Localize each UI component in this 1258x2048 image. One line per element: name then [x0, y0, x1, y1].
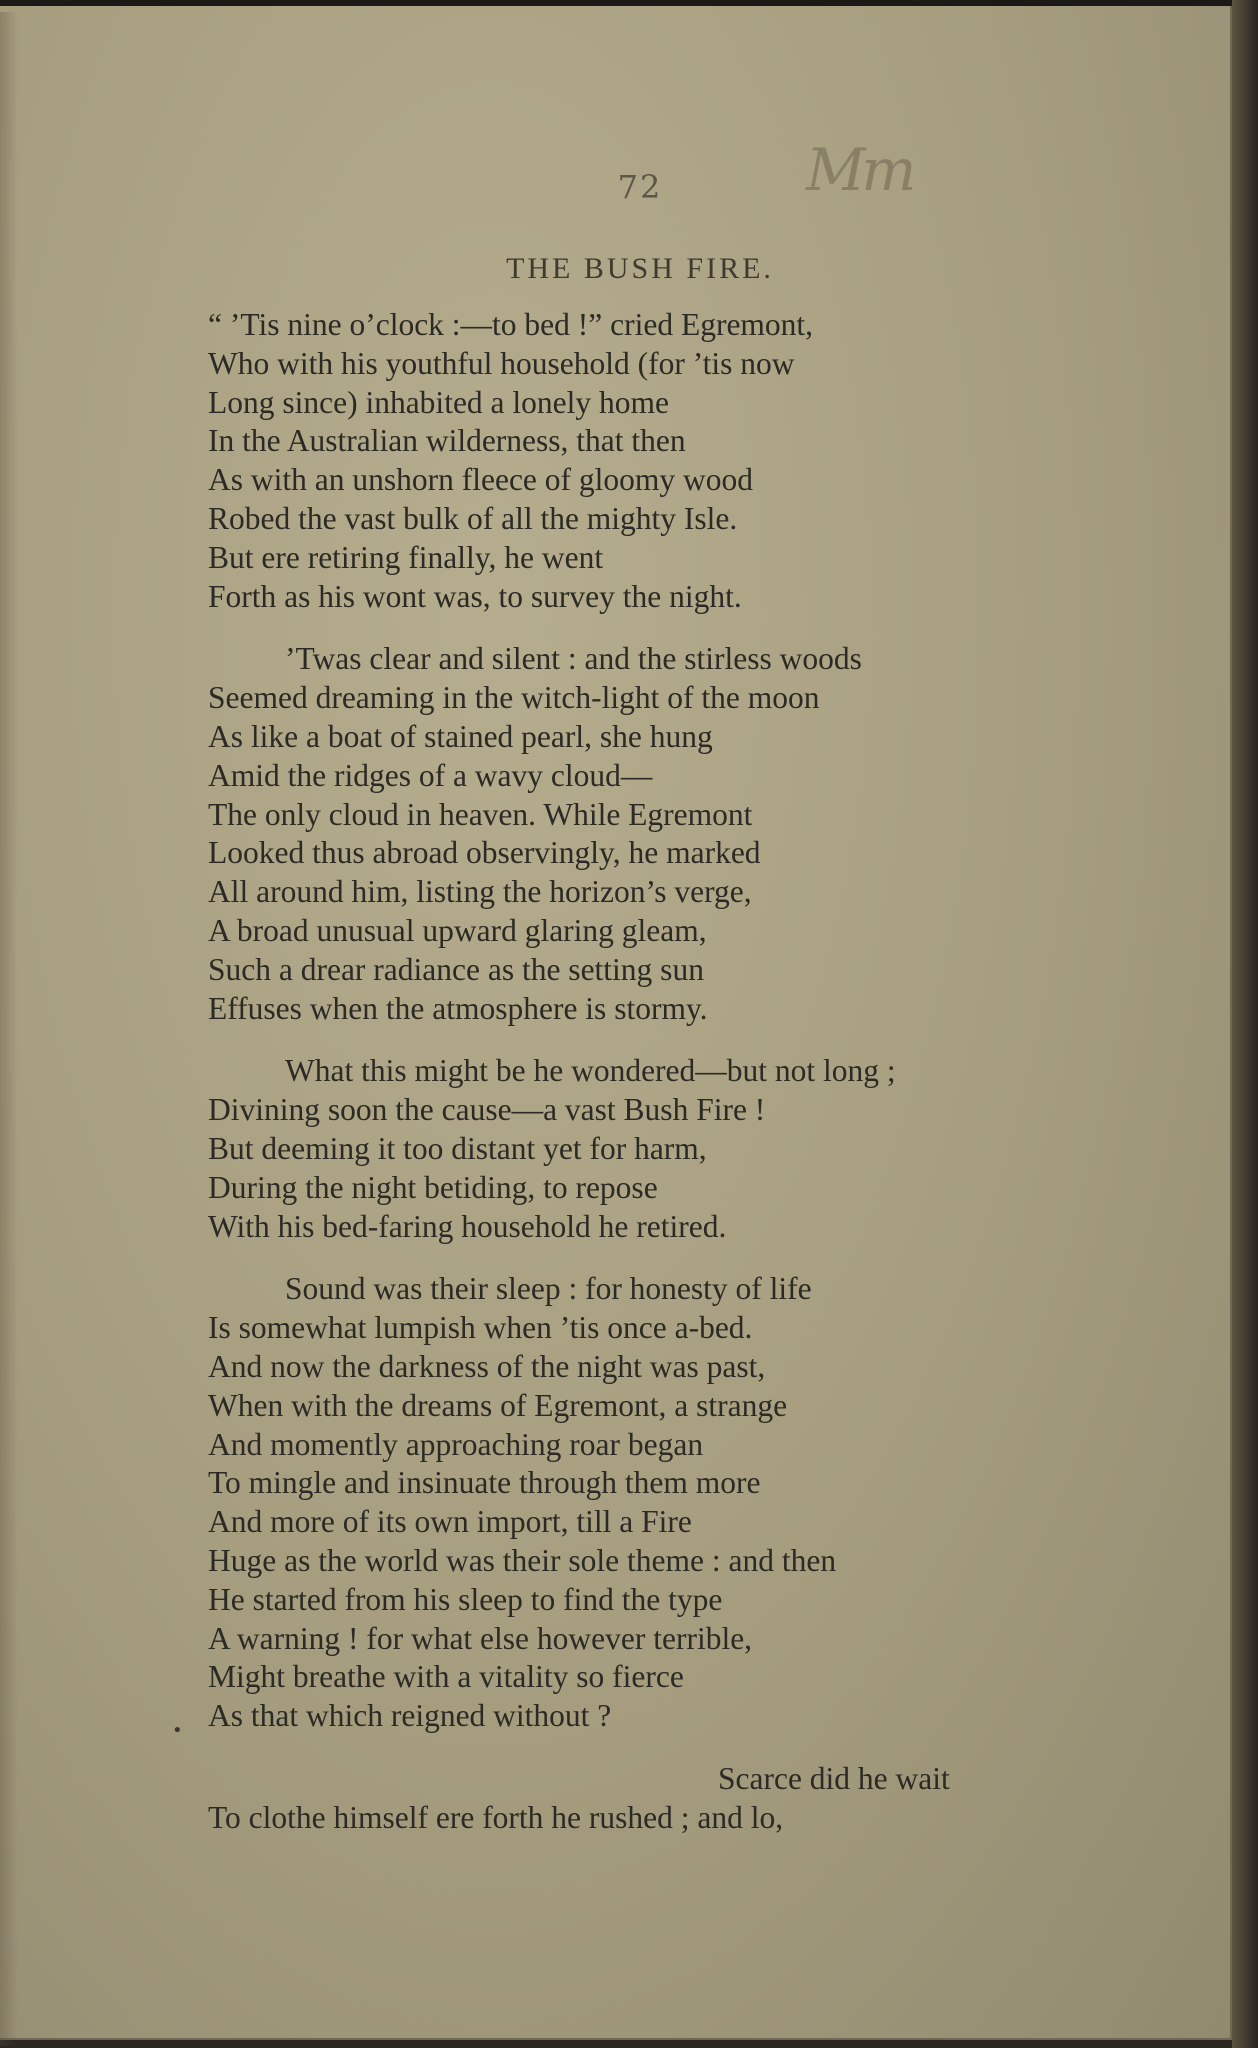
- poem-line: Effuses when the atmosphere is stormy.: [208, 990, 708, 1026]
- poem-line: ’Twas clear and silent : and the stirless woods: [285, 641, 862, 677]
- poem-line: With his bed-faring household he retired.: [208, 1208, 727, 1244]
- stanza-gap: [208, 1260, 1108, 1270]
- poem-line: Amid the ridges of a wavy cloud—: [208, 757, 653, 793]
- stanza-gap: [208, 630, 1108, 640]
- poem-line: When with the dreams of Egremont, a strange: [208, 1387, 788, 1423]
- poem-line: All around him, listing the horizon’s verge,: [208, 874, 752, 910]
- poem-line: To clothe himself ere forth he rushed ; and lo,: [208, 1799, 784, 1835]
- poem-line: He started from his sleep to find the type: [208, 1581, 723, 1617]
- poem-line: A broad unusual upward glaring gleam,: [208, 912, 707, 948]
- poem-line: In the Australian wilderness, that then: [208, 423, 686, 459]
- stanza-gap: [208, 1750, 1108, 1760]
- poem-line: To mingle and insinuate through them more: [208, 1465, 761, 1501]
- spine-shadow: [0, 12, 18, 2046]
- poem-line: Sound was their sleep : for honesty of life: [285, 1271, 812, 1307]
- poem-line: And now the darkness of the night was past,: [208, 1348, 766, 1384]
- poem-line: Such a drear radiance as the setting sun: [208, 951, 704, 987]
- poem-line: As like a boat of stained pearl, she hung: [208, 718, 713, 754]
- stanza-1: [208, 306, 1108, 616]
- poem-line: Long since) inhabited a lonely home: [208, 384, 669, 420]
- poem-line: But deeming it too distant yet for harm,: [208, 1130, 707, 1166]
- poem-line: And momently approaching roar began: [208, 1426, 704, 1462]
- stanza-2: [208, 640, 1108, 1028]
- poem-line: A warning ! for what else however terrible,: [208, 1620, 753, 1656]
- poem-line: Looked thus abroad observingly, he marked: [208, 835, 761, 871]
- poem-line: The only cloud in heaven. While Egremont: [208, 796, 753, 832]
- stanza-5: [208, 1760, 1108, 1838]
- poem-line: During the night betiding, to repose: [208, 1169, 658, 1205]
- poem-line: Scarce did he wait: [718, 1760, 950, 1796]
- poem-line: But ere retiring finally, he went: [208, 539, 604, 575]
- poem-line: Might breathe with a vitality so fierce: [208, 1659, 684, 1695]
- poem-line: Divining soon the cause—a vast Bush Fire !: [208, 1092, 766, 1128]
- poem-line: Huge as the world was their sole theme : and then: [208, 1542, 837, 1578]
- pencil-annotation: Mm: [806, 136, 913, 204]
- poem-line: What this might be he wondered—but not long ;: [285, 1053, 896, 1089]
- page-right-edge: [1232, 0, 1258, 2048]
- poem-line: And more of its own import, till a Fire: [208, 1504, 692, 1540]
- poem-line: As that which reigned without ?: [208, 1698, 612, 1734]
- poem-line: Who with his youthful household (for ’tis now: [208, 345, 795, 381]
- poem-line: Is somewhat lumpish when ’tis once a-bed.: [208, 1310, 753, 1346]
- margin-mark: •: [172, 1720, 183, 1741]
- poem-line: As with an unshorn fleece of gloomy wood: [208, 462, 754, 498]
- poem-line: “ ’Tis nine o’clock :—to bed !” cried Egremont,: [208, 307, 814, 342]
- poem-line: Forth as his wont was, to survey the night.: [208, 578, 742, 614]
- page-number: 72: [617, 168, 663, 206]
- stanza-gap: [208, 1042, 1108, 1052]
- poem-line: Seemed dreaming in the witch-light of the moon: [208, 680, 820, 716]
- poem-body: [208, 306, 1108, 1851]
- poem-line: Robed the vast bulk of all the mighty Isle.: [208, 500, 738, 536]
- stanza-4: [208, 1270, 1108, 1736]
- stanza-3: [208, 1052, 1108, 1246]
- poem-title: THE BUSH FIRE.: [506, 252, 774, 285]
